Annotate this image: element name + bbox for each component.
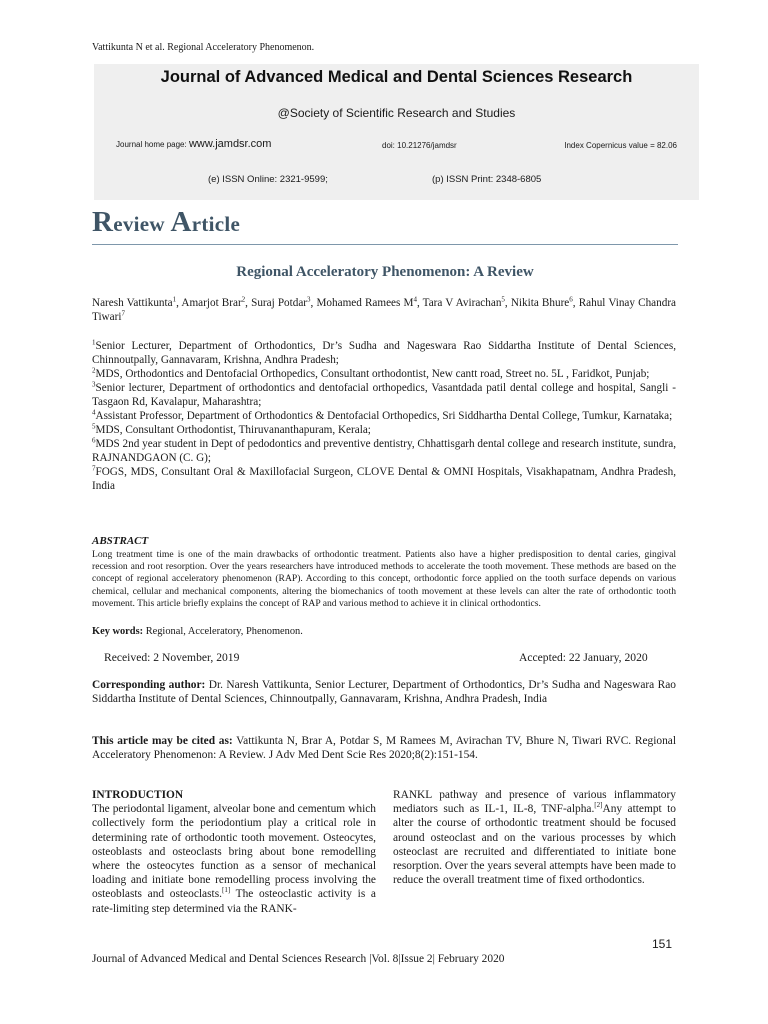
section-divider bbox=[92, 244, 678, 245]
society-line: @Society of Scientific Research and Studies bbox=[277, 106, 516, 120]
affiliation: $^1$Senior Lecturer, Department of Orthodontics, Dr’s Sudha and Nageswara Rao Siddartha Institute of Dental Sciences, Chinnoutpally, Gannavaram, Krishna, Andhra Pradesh; bbox=[92, 338, 676, 366]
index-copernicus: Index Copernicus value = 82.06 bbox=[564, 141, 677, 150]
keywords: Key words: Regional, Acceleratory, Phenomenon. bbox=[92, 626, 303, 637]
introduction-heading: INTRODUCTION bbox=[92, 789, 184, 801]
affiliation: $^7$FOGS, MDS, Consultant Oral & Maxillofacial Surgeon, CLOVE Dental & OMNI Hospitals, Visakhapatnam, Andhra Pradesh, India bbox=[92, 464, 676, 492]
reference-2[interactable]: [2] bbox=[594, 801, 603, 810]
author: Naresh Vattikunta bbox=[92, 297, 173, 309]
corresponding-author: Corresponding author: Dr. Naresh Vattikunta, Senior Lecturer, Department of Orthodontics, Dr’s Sudha and Nageswara Rao Siddartha Institute of Dental Sciences, Chinnoutpally, Gannavaram, Krishna, Andhra Pradesh, India bbox=[92, 679, 676, 705]
journal-info-row bbox=[116, 138, 677, 150]
citation: This article may be cited as: Vattikunta N, Brar A, Potdar S, M Ramees M, Avirachan TV, Bhure N, Tiwari RVC. Regional Acceleratory Phenomenon: A Review. J Adv Med Dent Scie Res 2020;8(2):151-154. bbox=[92, 735, 676, 761]
page-number: 151 bbox=[652, 937, 673, 951]
author: Suraj Potdar bbox=[251, 297, 308, 309]
homepage-label: Journal home page: bbox=[116, 140, 189, 149]
author: Nikita Bhure bbox=[510, 297, 570, 309]
intro-left-column: INTRODUCTION The periodontal ligament, alveolar bone and cementum which collectively form the periodontium play a critical role in determining rate of orthodontic tooth movement. Osteocytes, osteoblasts and osteoclasts bring about bone remodelling where the osteocytes function as a sensor of mechanical loading and initiate bone remodelling process involving the osteoblasts and osteoclasts.[1] The osteoclastic activity is a rate-limiting step determined via the RANK- bbox=[92, 789, 376, 915]
issn-print: (p) ISSN Print: 2348-6805 bbox=[432, 174, 542, 185]
affiliation: $^6$MDS 2nd year student in Dept of pedodontics and preventive dentistry, Chhattisgarh dental college and research institute, sundra, RAJNANDGAON (C. G); bbox=[92, 436, 676, 464]
page-footer: Journal of Advanced Medical and Dental Sciences Research |Vol. 8|Issue 2| February 2020 bbox=[92, 953, 505, 965]
article-title: Regional Acceleratory Phenomenon: A Review bbox=[236, 264, 534, 280]
affiliation: $^4$Assistant Professor, Department of Orthodontics & Dentofacial Orthopedics, Sri Siddhartha Dental College, Tumkur, Karnataka; bbox=[92, 408, 673, 422]
accepted-date: Accepted: 22 January, 2020 bbox=[519, 651, 648, 664]
homepage-link[interactable]: www.jamdsr.com bbox=[188, 138, 272, 150]
journal-banner bbox=[94, 64, 699, 200]
issn-online: (e) ISSN Online: 2321-9599; bbox=[208, 174, 328, 185]
reference-1[interactable]: [1] bbox=[221, 886, 231, 895]
affiliation: $^2$MDS, Orthodontics and Dentofacial Orthopedics, Consultant orthodontist, New cantt road, Street no. 5L , Faridkot, Punjab; bbox=[92, 366, 650, 380]
doi-text: doi: 10.21276/jamdsr bbox=[382, 141, 457, 150]
abstract-heading: ABSTRACT bbox=[92, 535, 149, 547]
article-type: Review Article bbox=[92, 206, 241, 238]
journal-title: Journal of Advanced Medical and Dental Sciences Research bbox=[160, 68, 633, 86]
received-date: Received: 2 November, 2019 bbox=[104, 651, 240, 664]
author: Tara V Avirachan bbox=[422, 297, 502, 309]
author: Rahul Vinay Chandra Tiwari bbox=[92, 297, 677, 323]
author: Amarjot Brar bbox=[181, 297, 242, 309]
author: Mohamed Ramees M bbox=[316, 297, 414, 309]
affiliations bbox=[92, 339, 676, 493]
running-head: Vattikunta N et al. Regional Acceleratory Phenomenon. bbox=[92, 42, 315, 53]
intro-right-column: RANKL pathway and presence of various inflammatory mediators such as IL-1, IL-8, TNF-alpha.[2]Any attempt to alter the course of orthodontic treatment should be focused around osteoclast and on the various processes by which osteoclast are recruited and differentiated to initiate bone resorption. Over the years several attempts have been made to reduce the overall treatment time of fixed orthodontics. bbox=[393, 789, 676, 887]
abstract-body: Long treatment time is one of the main drawbacks of orthodontic treatment. Patients also have a higher predisposition to dental caries, gingival recession and root resorption. Over the years researchers have introduced methods to accelerate the tooth movement. These methods are based on the concept of regional acceleratory phenomenon (RAP). According to this concept, orthodontic force applied on the tooth surface depends on various chemical, cellular and mechanical components, altering the biomechanics of tooth movement at these levels can alter the rate of orthodontic tooth movement. This article briefly explains the concept of RAP and various method to achieve it in clinical orthodontics. bbox=[92, 549, 676, 609]
author-list: Naresh Vattikunta$^1$, Amarjot Brar$^2$, Suraj Potdar$^3$, Mohamed Ramees $M^4$, Tara V Avirachan$^5$, Nikita Bhure$^6$, Rahul Vinay Chandra Tiwari$^7$ bbox=[92, 295, 677, 323]
affiliation: $^3$Senior lecturer, Department of orthodontics and dentofacial orthopedics, Vasantdada patil dental college and hospital, Sangli - Tasgaon Rd, Kavalapur, Maharashtra; bbox=[92, 380, 676, 408]
affiliation: $^5$MDS, Consultant Orthodontist, Thiruvananthapuram, Kerala; bbox=[92, 422, 371, 436]
